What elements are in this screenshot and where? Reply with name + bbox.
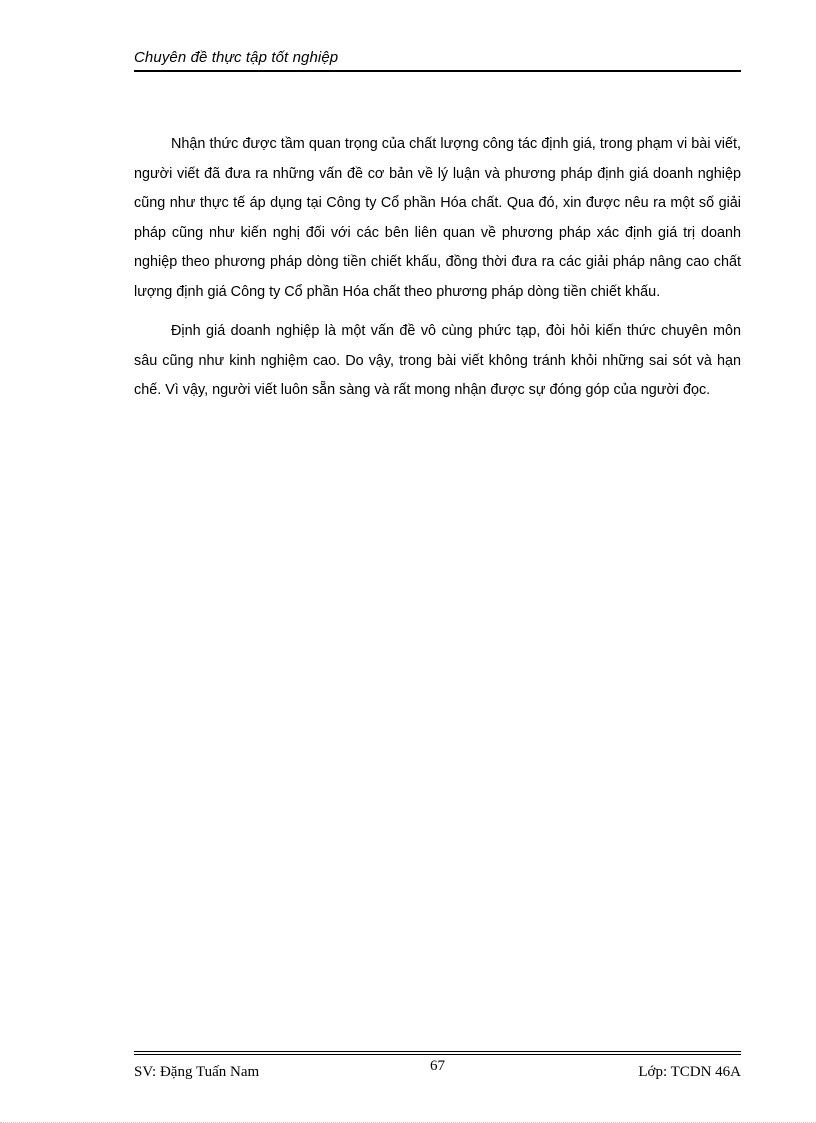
footer-rule: [134, 1051, 741, 1055]
page-number: 67: [430, 1058, 445, 1074]
paragraph-conclusion-2: Định giá doanh nghiệp là một vấn đề vô cùng phức tạp, đòi hỏi kiến thức chuyên môn sâu cũng như kinh nghiệm cao. Do vậy, trong bài viết không tránh khỏi những sai sót và hạn chế. Vì vậy, người viết luôn sẵn sàng và rất mong nhận được sự đóng góp của người đọc.: [134, 323, 741, 398]
header-rule: [134, 70, 741, 72]
footer-row: [134, 1059, 741, 1081]
footer-class: Lớp: TCDN 46A: [638, 1064, 741, 1080]
page-header: [134, 48, 741, 72]
paragraph-conclusion-1: Nhận thức được tầm quan trọng của chất lượng công tác định giá, trong phạm vi bài viết, người viết đã đưa ra những vấn đề cơ bản về lý luận và phương pháp định giá doanh nghiệp cũng như thực tế áp dụng tại Công ty Cổ phần Hóa chất. Qua đó, xin được nêu ra một số giải pháp cũng như kiến nghị đối với các bên liên quan về phương pháp xác định giá trị doanh nghiệp theo phương pháp dòng tiền chiết khấu, đồng thời đưa ra các giải pháp nâng cao chất lượng định giá Công ty Cổ phần Hóa chất theo phương pháp dòng tiền chiết khấu.: [134, 136, 741, 300]
page-footer: [134, 1051, 741, 1081]
header-title: Chuyên đề thực tập tốt nghiệp: [134, 49, 339, 66]
body-text: [134, 130, 741, 416]
footer-student-name: SV: Đặng Tuấn Nam: [134, 1064, 260, 1080]
